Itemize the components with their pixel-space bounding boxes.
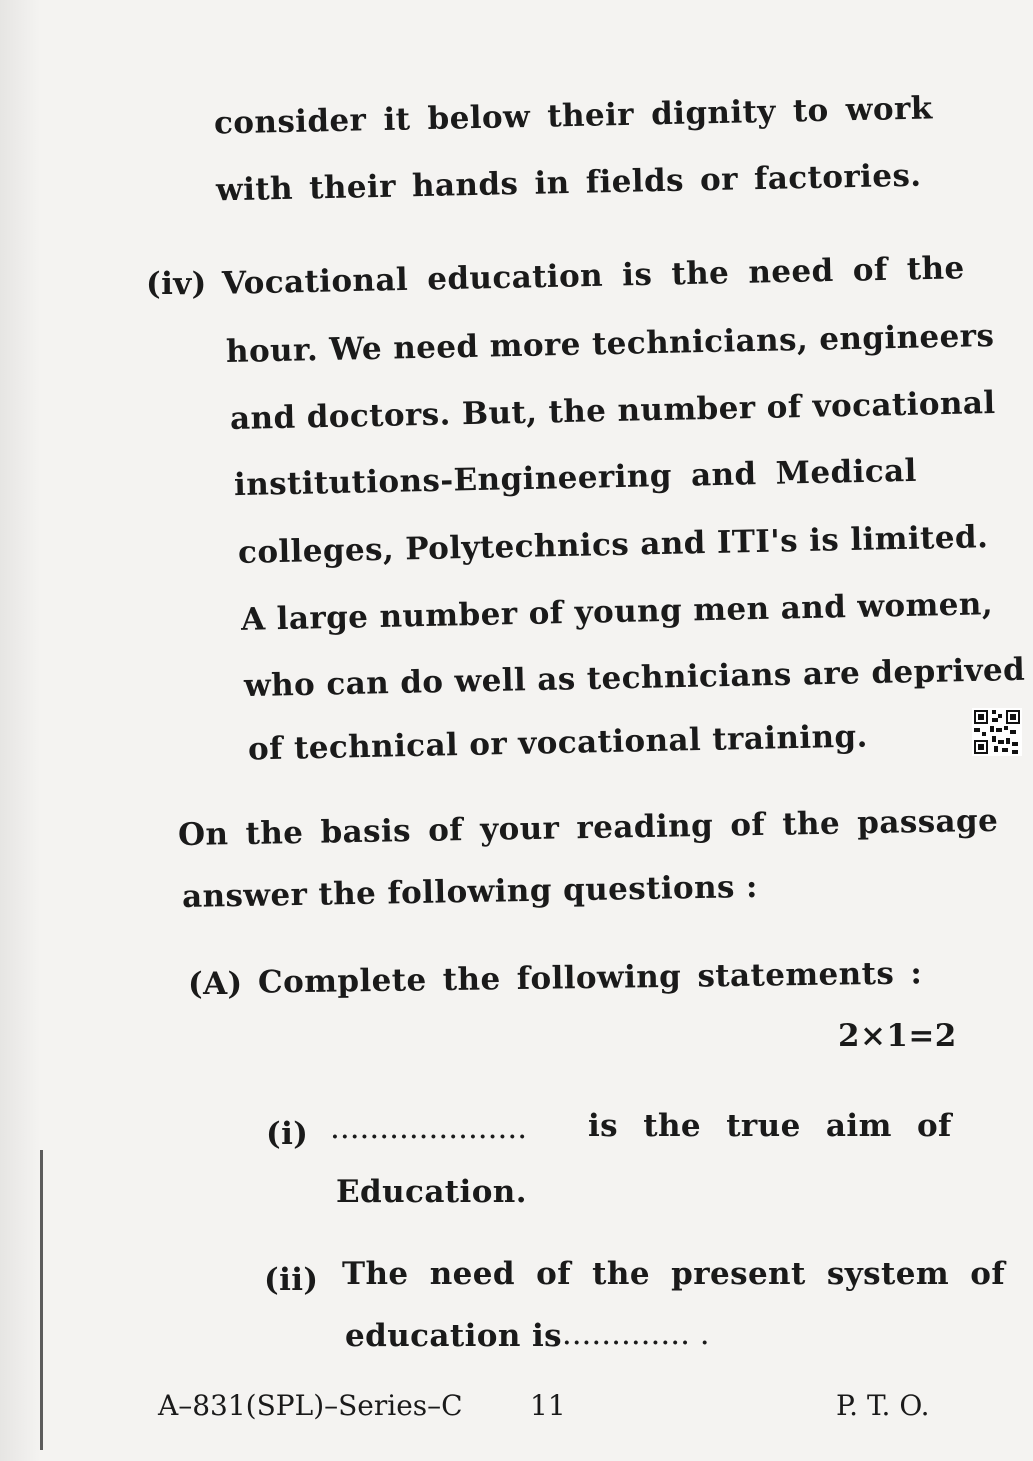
item-ii-text: The need of the present system of [342,1256,1006,1292]
item-i-text-continued: Education. [336,1174,527,1210]
question-a-marker: (A) [188,966,243,1002]
point-iv-marker: (iv) [146,266,207,302]
passage-line: Vocational education is the need of the [221,250,965,302]
paper-code: A–831(SPL)–Series–C [158,1389,463,1422]
passage-line: colleges, Polytechnics and ITI's is limited. [237,519,989,571]
item-i-blank: .................... [330,1110,528,1146]
passage-line: consider it below their dignity to work [213,90,933,142]
passage-line: hour. We need more technicians, engineers [225,317,995,371]
instruction-line: answer the following questions : [181,868,759,916]
passage-line: and doctors. But, the number of vocational [229,384,996,438]
page-edge-shadow [0,0,40,1461]
binding-edge-line [40,1150,43,1450]
item-ii-text-continued: education is [345,1318,563,1354]
question-a-marks: 2×1=2 [838,1018,957,1054]
instruction-line: On the basis of your reading of the passage [177,802,999,854]
passage-line: of technical or vocational training. [247,718,869,768]
passage-line: who can do well as technicians are deprived [243,651,1026,705]
pto-label: P. T. O. [836,1389,930,1422]
passage-line: institutions-Engineering and Medical [233,452,918,504]
passage-line: with their hands in fields or factories. [215,157,922,209]
item-ii-blank: .............. . [552,1316,710,1352]
item-i-marker: (i) [266,1116,309,1152]
page-number: 11 [530,1389,566,1422]
item-i-text: is the true aim of [588,1108,952,1144]
question-a-text: Complete the following statements : [257,955,923,1001]
passage-line: A large number of young men and women, [240,586,994,638]
qr-code-icon [972,708,1022,756]
item-ii-marker: (ii) [264,1262,319,1298]
